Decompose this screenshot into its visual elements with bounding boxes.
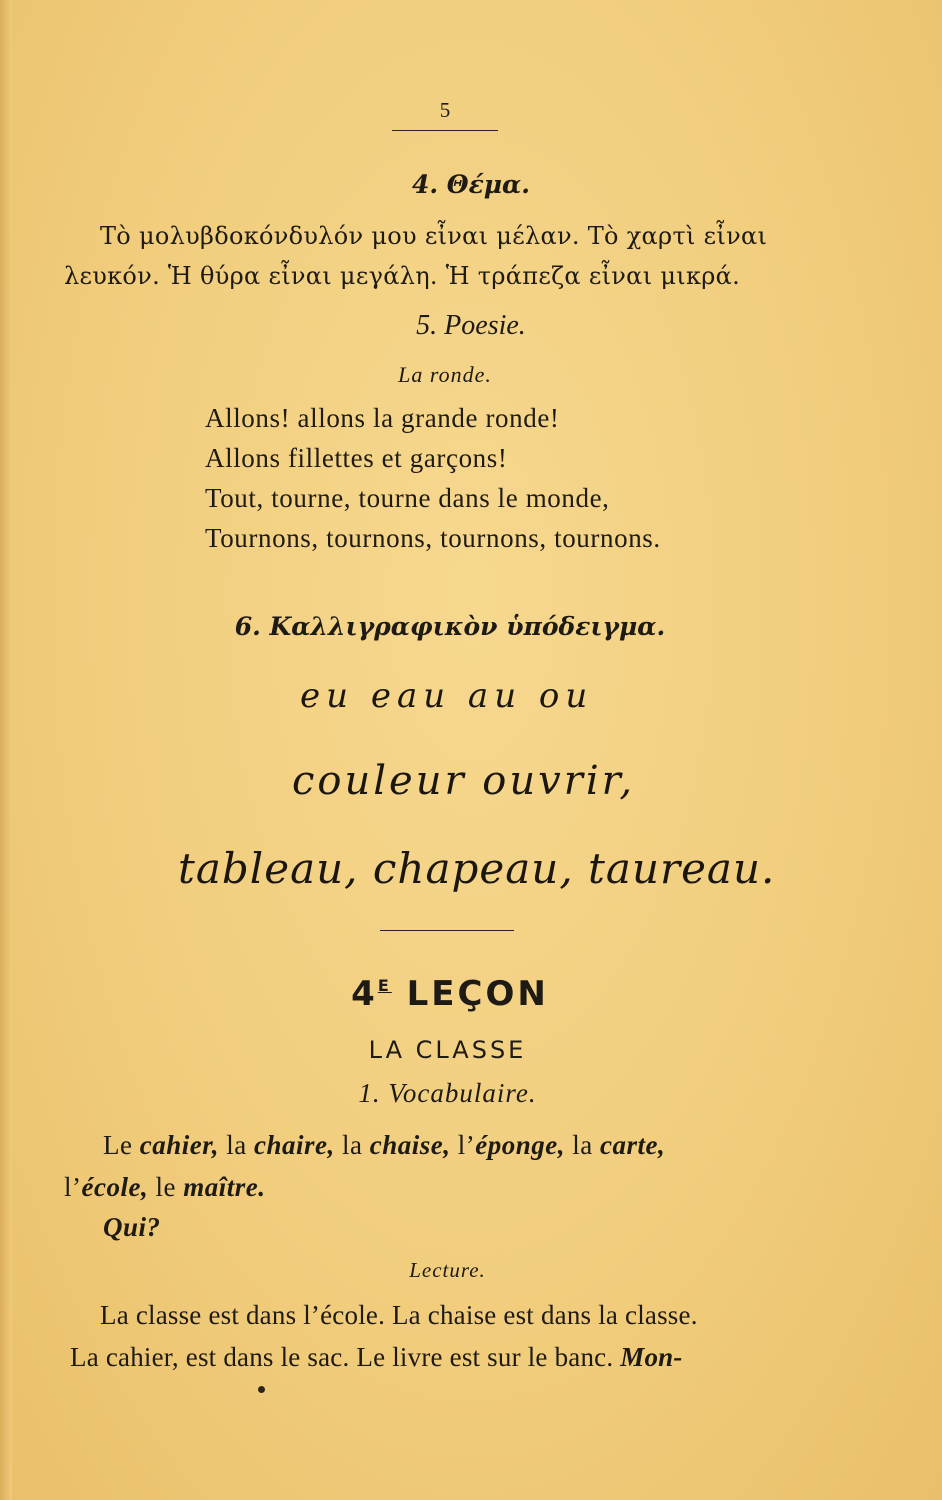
page-number-rule <box>392 130 498 131</box>
lesson-subtitle: LA CLASSE <box>368 1036 527 1064</box>
poem-title: La ronde. <box>398 362 492 387</box>
calligraphy-heading: 6. Καλλιγραφικὸν ὑπόδειγμα. <box>234 612 666 641</box>
vocab-word-carte: carte, <box>599 1130 666 1160</box>
poem-line-4: Tournons, tournons, tournons, tournons. <box>205 523 661 553</box>
vocabulary-line-1 <box>103 1130 665 1161</box>
poem-line-2: Allons fillettes et garçons! <box>205 443 508 473</box>
vocabulary-question <box>103 1212 161 1243</box>
ink-dot <box>258 1386 265 1393</box>
reading-line-2 <box>70 1342 683 1373</box>
vocab-word-eponge: éponge, <box>475 1130 565 1160</box>
vocab-article-6: l’ <box>64 1172 82 1202</box>
reading-line-2-tail: Mon- <box>620 1342 683 1372</box>
lesson-number: 4 <box>351 974 378 1014</box>
theme-heading: 4. Θέμα. <box>411 170 531 199</box>
vocab-word-chaire: chaire, <box>254 1130 335 1160</box>
vocabulary-heading: 1. Vocabulaire. <box>358 1078 537 1108</box>
lesson-title <box>0 974 900 1014</box>
vocab-word-chaise: chaise, <box>369 1130 451 1160</box>
vocab-word-maitre: maître. <box>183 1172 266 1202</box>
lesson-word: LEÇON <box>406 974 549 1014</box>
reading-line-1: La classe est dans l’école. La chaise est dans la classe. <box>100 1300 698 1330</box>
vocab-article-7: le <box>155 1172 176 1202</box>
vocab-article-1: Le <box>103 1130 133 1160</box>
poem-line-1: Allons! allons la grande ronde! <box>205 403 560 433</box>
vocab-article-3: la <box>342 1130 363 1160</box>
calligraphy-line-1: eu eau au ou <box>300 676 594 716</box>
page-number: 5 <box>439 98 451 122</box>
poesie-heading: 5. Poesie. <box>416 310 526 341</box>
vocab-article-4: l’ <box>457 1130 476 1160</box>
vocabulary-line-2 <box>64 1172 265 1203</box>
reading-line-2-text: La cahier, est dans le sac. Le livre est sur le banc. <box>70 1342 614 1372</box>
question-qui: Qui? <box>103 1212 161 1242</box>
vocab-word-ecole: école, <box>81 1172 149 1202</box>
theme-line-2: λευκόν. Ἡ θύρα εἶναι μεγάλη. Ἡ τράπεζα εἶναι μικρά. <box>64 262 741 290</box>
reading-heading: Lecture. <box>409 1258 486 1282</box>
poem-line-3: Tout, tourne, tourne dans le monde, <box>205 483 610 513</box>
calligraphy-line-2: couleur ouvrir, <box>292 758 636 804</box>
vocab-word-cahier: cahier, <box>139 1130 219 1160</box>
vocab-article-5: la <box>572 1130 593 1160</box>
theme-line-1: Τὸ μολυβδοκόνδυλόν μου εἶναι μέλαν. Τὸ χαρτὶ εἶναι <box>100 222 768 250</box>
vocab-article-2: la <box>226 1130 247 1160</box>
section-divider <box>380 930 514 931</box>
lesson-number-suffix: E <box>377 976 392 995</box>
calligraphy-line-3: tableau, chapeau, taureau. <box>178 844 776 893</box>
